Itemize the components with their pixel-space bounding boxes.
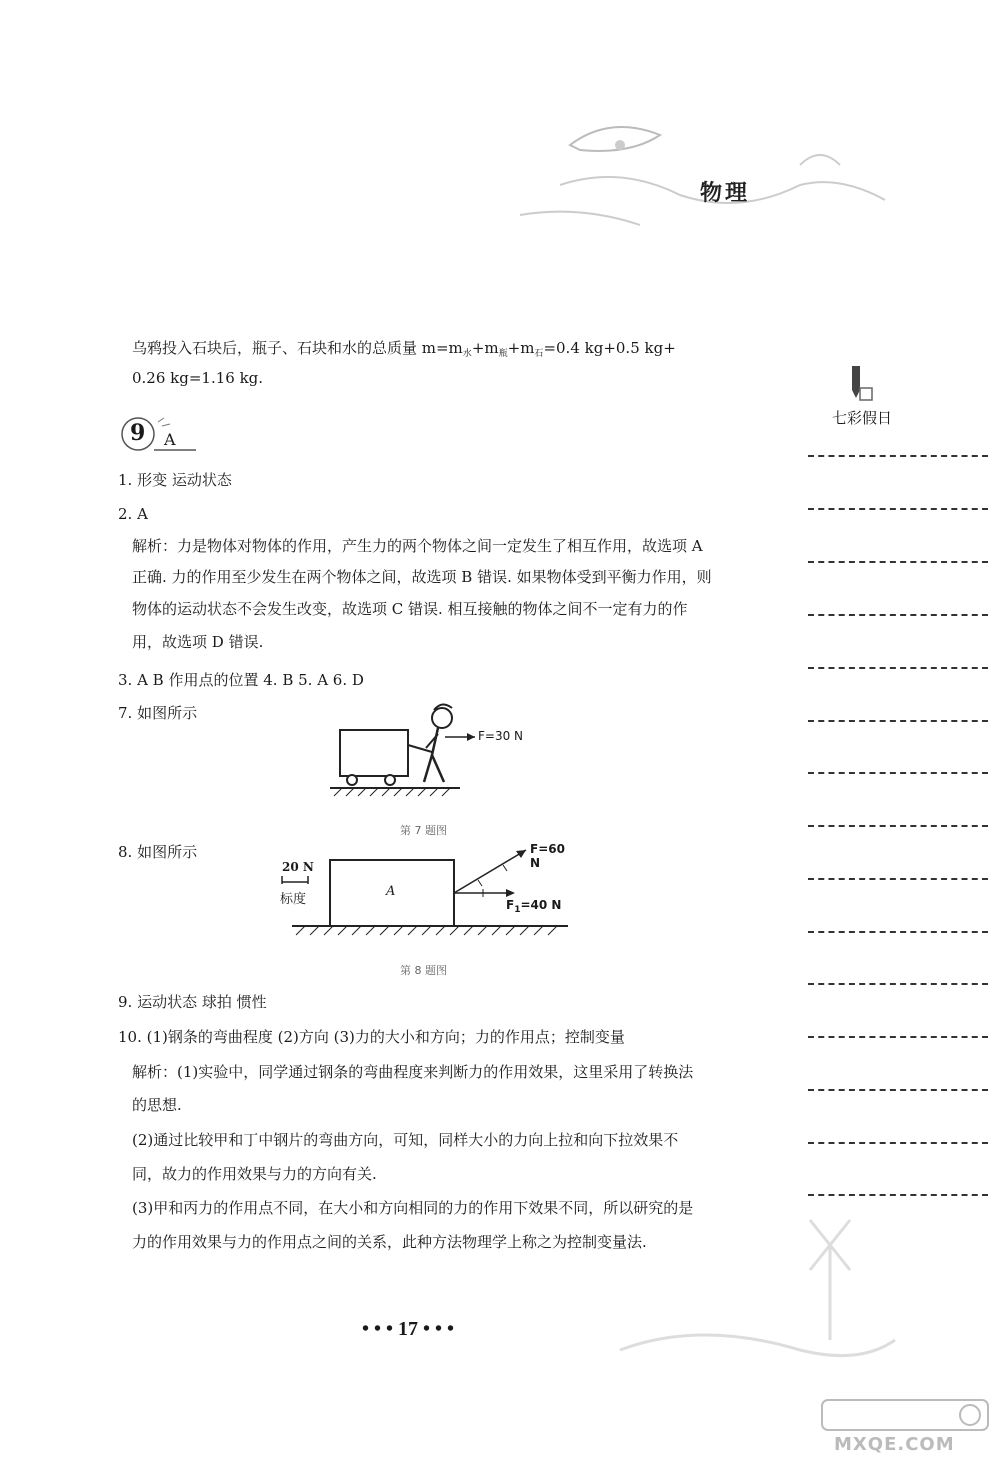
text-line: 0.26 kg=1.16 kg. (132, 369, 264, 387)
notes-line (808, 614, 988, 616)
figure-7 (320, 700, 560, 805)
cart-diagram (320, 700, 560, 805)
analysis-line: (3)甲和丙力的作用点不同，在大小和方向相同的力的作用下效果不同，所以研究的是 (132, 1199, 694, 1217)
windmill-doodle-icon (600, 1200, 900, 1380)
notes-line (808, 561, 988, 563)
notes-line (808, 508, 988, 510)
section-number: 9 (130, 420, 146, 446)
analysis-line: 同，故力的作用效果与力的方向有关. (132, 1165, 377, 1183)
notes-line (808, 455, 988, 457)
notes-line (808, 1142, 988, 1144)
analysis-line: 正确. 力的作用至少发生在两个物体之间，故选项 B 错误. 如果物体受到平衡力作用，则 (132, 568, 712, 586)
scale-value: 20 N (282, 860, 314, 874)
subject-title: 物理 (700, 181, 751, 206)
answer-1: 1. 形变 运动状态 (118, 471, 232, 489)
bottom-decoration (600, 1200, 900, 1380)
text-line: 乌鸦投入石块后，瓶子、石块和水的总质量 $m=m_水+m_瓶+m_石=0.4$ kg+0.5 kg+ (132, 339, 676, 359)
notes-line (808, 983, 988, 985)
section-badge (118, 410, 198, 458)
answer-10: 10. (1)钢条的弯曲程度 (2)方向 (3)力的大小和方向；力的作用点；控制变量 (118, 1028, 625, 1046)
watermark-text: MXQE.COM (834, 1434, 955, 1455)
notes-line (808, 931, 988, 933)
figure-8-caption: 第 8 题图 (400, 964, 447, 977)
watermark (820, 1398, 990, 1458)
notes-line (808, 878, 988, 880)
figure-7-caption: 第 7 题图 (400, 824, 447, 837)
answer-7: 7. 如图所示 (118, 704, 198, 722)
notes-line (808, 720, 988, 722)
header-decoration (500, 105, 890, 245)
notes-line (808, 1036, 988, 1038)
section-letter: A (164, 430, 176, 449)
notes-line (808, 1089, 988, 1091)
force-label-8: F=60 N (530, 842, 565, 870)
answer-9: 9. 运动状态 球拍 惯性 (118, 993, 267, 1011)
notes-line (808, 825, 988, 827)
block-label: A (386, 884, 396, 899)
analysis-line: 用，故选项 D 错误. (132, 633, 264, 651)
answer-3: 3. A B 作用点的位置 4. B 5. A 6. D (118, 671, 364, 689)
answer-2: 2. A (118, 505, 148, 523)
notes-line (808, 1194, 988, 1196)
answer-8: 8. 如图所示 (118, 843, 198, 861)
notes-line (808, 772, 988, 774)
analysis-line: 解析：力是物体对物体的作用，产生力的两个物体之间一定发生了相互作用，故选项 A (132, 537, 703, 555)
analysis-line: 力的作用效果与力的作用点之间的关系，此种方法物理学上称之为控制变量法. (132, 1233, 647, 1251)
header-doodle-icon (500, 105, 890, 245)
page-number: • • • 17 • • • (362, 1318, 455, 1340)
pencil-icon (846, 364, 876, 408)
notes-line (808, 667, 988, 669)
analysis-line: 的思想. (132, 1096, 182, 1114)
scale-label: 标度 (280, 892, 307, 907)
sidebar-label: 七彩假日 (832, 409, 893, 427)
analysis-line: 物体的运动状态不会发生改变，故选项 C 错误. 相互接触的物体之间不一定有力的作 (132, 600, 688, 618)
analysis-line: (2)通过比较甲和丁中钢片的弯曲方向，可知，同样大小的力向上拉和向下拉效果不 (132, 1131, 679, 1149)
force1-label-8: $F_1=40$ N (506, 898, 562, 915)
figure-8 (278, 840, 578, 950)
analysis-line: 解析：(1)实验中，同学通过钢条的弯曲程度来判断力的作用效果，这里采用了转换法 (132, 1063, 694, 1081)
force-label-7: F=30 N (478, 729, 524, 743)
